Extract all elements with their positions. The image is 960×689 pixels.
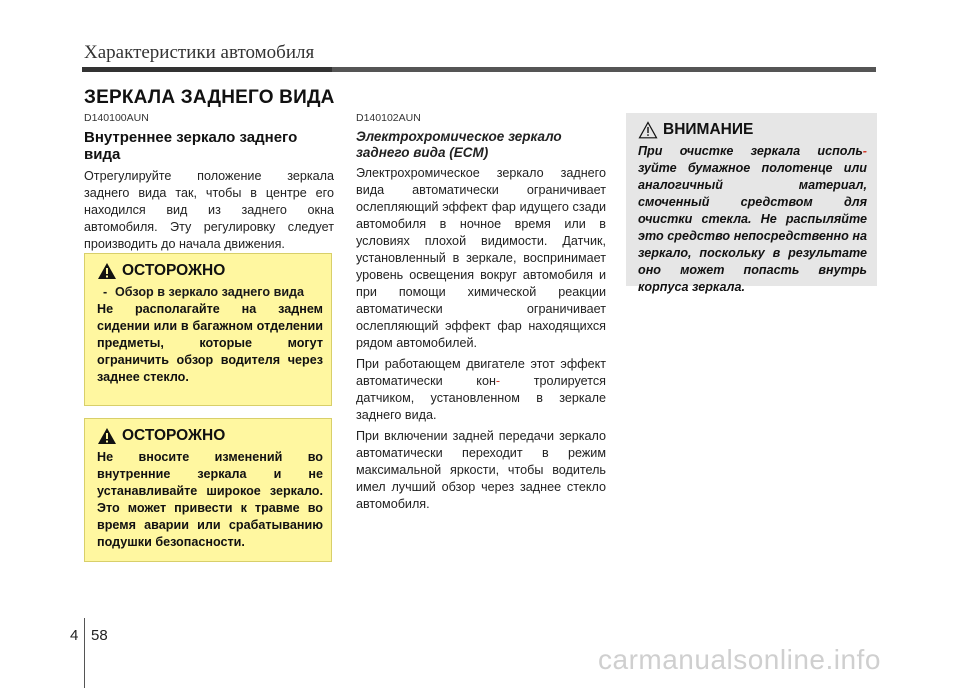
warning-triangle-icon xyxy=(638,121,658,139)
warning-triangle-icon xyxy=(97,262,117,280)
caution-label: ОСТОРОЖНО xyxy=(122,427,226,444)
subsection-heading: Внутреннее зеркало заднего вида xyxy=(84,129,298,163)
section-title: ЗЕРКАЛА ЗАДНЕГО ВИДА xyxy=(84,87,335,108)
paragraph-part: тролируется датчиком, установленном в зеркале заднего вида. xyxy=(356,374,606,422)
body-paragraph: Отрегулируйте положение зеркала заднего вида так, чтобы в центре его находился вид из заднего окна автомобиля. Эту регулировку следует производить до начала движения. xyxy=(84,169,334,251)
body-paragraph-2 xyxy=(356,356,606,424)
left-column xyxy=(84,112,334,253)
section-code: D140100AUN xyxy=(84,112,149,124)
caution-box-modification xyxy=(84,418,332,562)
hyphen-mark: - xyxy=(495,374,501,388)
attention-text-part: зуйте бумажное полотенце или аналогичный материал, смоченный средством для очистки стекла. Не распыляйте это средство непосредственно на зеркало, поскольку в результате оно может попасть внутрь корпуса зеркала. xyxy=(638,161,867,294)
caution-subtitle: Обзор в зеркало заднего вида xyxy=(115,285,305,299)
caution-label: ОСТОРОЖНО xyxy=(122,262,226,279)
dash-bullet: - xyxy=(103,285,108,299)
caution-header xyxy=(97,427,323,445)
caution-subtitle-line xyxy=(103,284,323,301)
chapter-number: 4 xyxy=(70,627,79,644)
attention-box xyxy=(626,113,877,294)
paragraph-part: При работающем двигателе этот эффект автоматически кон xyxy=(356,357,606,388)
hyphen-mark: - xyxy=(862,144,867,158)
body-paragraph-3: При включении задней передачи зеркало автоматически переходит в режим максимальной яркости, чтобы водитель имел лучший обзор через заднее стекло автомобиля. xyxy=(356,429,606,511)
attention-text xyxy=(638,143,867,296)
caution-text: Не вносите изменений во внутренние зеркала и не устанавливайте широкое зеркало. Это может привести к травме во время аварии или срабатыванию подушки безопасности. xyxy=(97,450,323,549)
attention-header xyxy=(638,121,867,139)
subsection-heading: Электрохромическое зеркало заднего вида (ECM) xyxy=(356,129,562,160)
caution-box-mirror-view xyxy=(84,253,332,406)
page-header-title: Характеристики автомобиля xyxy=(84,42,315,63)
caution-header xyxy=(97,262,323,280)
watermark: carmanualsonline.info xyxy=(598,644,881,675)
footer-divider xyxy=(84,618,85,688)
middle-column xyxy=(356,112,606,513)
body-paragraph-1: Электрохромическое зеркало заднего вида автоматически ограничивает ослепляющий эффект фар идущего сзади автомобиля в ночное время или в условиях плохой видимости. Датчик, установленный в зеркале, воспринимает уровень освещения вокруг автомобиля и при помощи химической реакции автоматически ограничивает ослепляющий эффект фар находящихся рядом автомобилей. xyxy=(356,166,606,350)
page-number: 58 xyxy=(91,627,108,644)
warning-triangle-icon xyxy=(97,427,117,445)
attention-text-part: При очистке зеркала исполь xyxy=(638,144,863,158)
caution-text: Не располагайте на заднем сидении или в багажном отделении предметы, которые могут ограничить обзор водителя через заднее стекло. xyxy=(97,302,323,384)
section-code: D140102AUN xyxy=(356,112,421,124)
header-rule xyxy=(82,67,876,72)
attention-label: ВНИМАНИЕ xyxy=(663,121,754,138)
